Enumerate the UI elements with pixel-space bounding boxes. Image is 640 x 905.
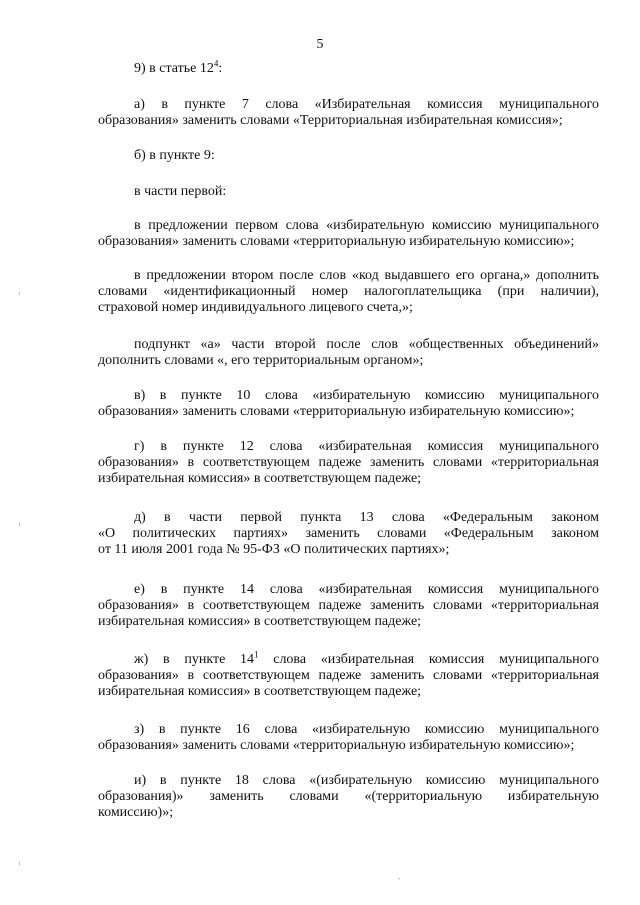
text-line: в предложении первом слова «избирательную комиссию муниципального	[134, 218, 599, 233]
text-line: словами «идентификационный номер налогоплательщика (при наличии),	[98, 284, 599, 299]
text-line: подпункт «а» части второй после слов «общественных объединений»	[134, 337, 599, 352]
paragraph-item-e	[98, 582, 599, 630]
text-line: а) в пункте 7 слова «Избирательная комиссия муниципального	[134, 97, 599, 112]
text-line: дополнить словами «, его территориальным органом»;	[98, 353, 424, 368]
scan-mark	[19, 523, 20, 526]
text-line: з) в пункте 16 слова «избирательную комиссию муниципального	[134, 722, 599, 737]
text-line: комиссию)»;	[98, 805, 174, 820]
text-line: в) в пункте 10 слова «избирательную комиссию муниципального	[134, 388, 599, 403]
text-line: от 11 июля 2001 года № 95-ФЗ «О политических партиях»;	[98, 542, 450, 557]
text-line: д) в части первой пункта 13 слова «Федеральным законом	[134, 510, 599, 525]
text-line: б) в пункте 9:	[134, 148, 215, 163]
scan-mark	[19, 862, 20, 865]
text-line: образования» заменить словами «территориальную избирательную комиссию»;	[98, 234, 575, 249]
superscript: 1	[254, 649, 259, 660]
scan-mark	[19, 292, 20, 295]
text-line: образования» в соответствующем падеже заменить словами «территориальная	[98, 455, 599, 470]
text-line	[98, 649, 599, 668]
paragraph-item-i	[98, 773, 599, 821]
superscript: 4	[213, 58, 219, 69]
text-line: избирательная комиссия» в соответствующем падеже;	[98, 471, 422, 486]
text-line: :	[218, 61, 223, 76]
text-line: образования» заменить словами «территориальную избирательную комиссию»;	[98, 404, 575, 419]
text-line: «О политических партиях» заменить словами «Федеральным законом	[98, 526, 599, 541]
paragraph-item-9	[98, 58, 635, 77]
paragraph-item-a	[98, 97, 599, 129]
text-line: в предложении втором после слов «код выдавшего его органа,» дополнить	[134, 268, 599, 283]
paragraph-part-one	[98, 184, 635, 200]
paragraph-subitem-a	[98, 337, 599, 369]
text-fragment: ж) в пункте 14	[134, 652, 255, 667]
text-fragment: слова «избирательная комиссия муниципального	[258, 652, 599, 667]
text-line: избирательная комиссия» в соответствующем падеже;	[98, 684, 422, 699]
paragraph-sentence-two	[98, 268, 599, 316]
paragraph-item-b	[98, 148, 635, 164]
paragraph-item-z	[98, 722, 599, 754]
text-line: г) в пункте 12 слова «избирательная комиссия муниципального	[134, 439, 599, 454]
paragraph-sentence-one	[98, 218, 599, 250]
text-line: образования)» заменить словами «(территориальную избирательную	[98, 789, 599, 804]
text-line: образования» в соответствующем падеже заменить словами «территориальная	[98, 668, 599, 683]
paragraph-item-zh	[98, 649, 599, 700]
text-line: образования» в соответствующем падеже заменить словами «территориальная	[98, 598, 599, 613]
text-line: образования» заменить словами «территориальную избирательную комиссию»;	[98, 738, 575, 753]
text-line: образования» заменить словами «Территориальная избирательная комиссия»;	[98, 113, 563, 128]
text-line: в части первой:	[134, 184, 227, 199]
scan-mark	[398, 878, 400, 879]
text-line: 9) в статье 12	[134, 61, 214, 76]
paragraph-item-v	[98, 388, 599, 420]
paragraph-item-g	[98, 439, 599, 487]
text-line: е) в пункте 14 слова «избирательная комиссия муниципального	[134, 582, 599, 597]
page-number: 5	[316, 37, 324, 52]
paragraph-item-d	[98, 510, 599, 558]
text-line: и) в пункте 18 слова «(избирательную комиссию муниципального	[134, 773, 599, 788]
text-line: избирательная комиссия» в соответствующем падеже;	[98, 614, 422, 629]
text-line: страховой номер индивидуального лицевого счета,»;	[98, 300, 413, 315]
